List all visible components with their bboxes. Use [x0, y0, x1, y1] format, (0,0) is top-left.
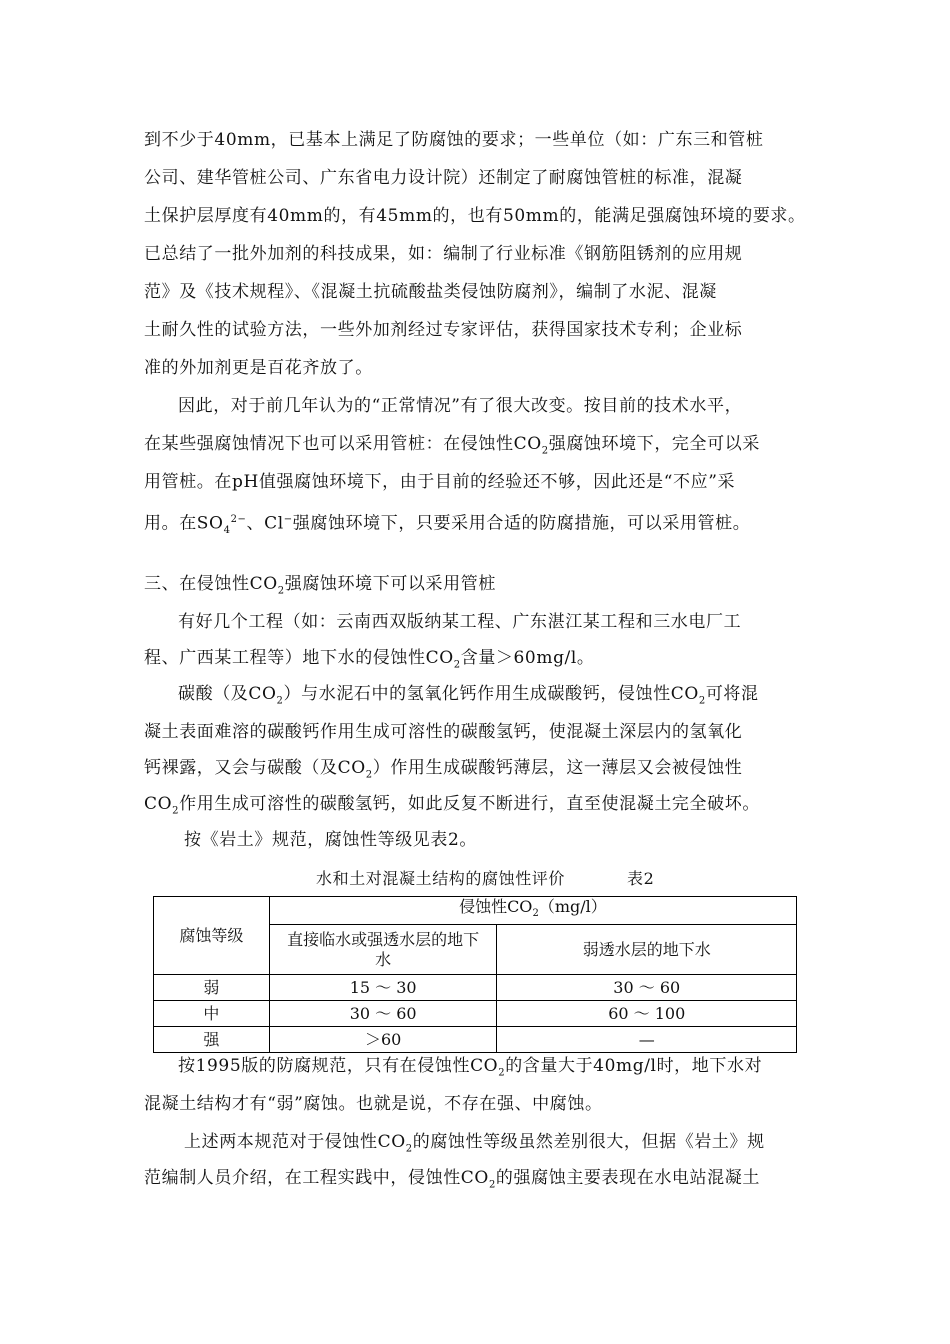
table-cell: 60 ～ 100: [497, 1001, 797, 1027]
body-line: 公司、建华管桩公司、广东省电力设计院）还制定了耐腐蚀管桩的标准，混凝: [144, 168, 743, 188]
header-weak-permeable: 弱透水层的地下水: [497, 925, 797, 975]
body-line: 土耐久性的试验方法，一些外加剂经过专家评估，获得国家技术专利；企业标: [144, 320, 743, 340]
body-line: $CO_2$作用生成可溶性的碳酸氢钙，如此反复不断进行，直至使混凝土完全破坏。: [144, 794, 760, 817]
body-line: 到不少于40mm，已基本上满足了防腐蚀的要求；一些单位（如：广东三和管桩: [144, 130, 764, 150]
body-line: 准的外加剂更是百花齐放了。: [144, 358, 373, 378]
table-caption: [316, 866, 654, 889]
body-line: 碳酸（及$CO_2$）与水泥石中的氢氧化钙作用生成碳酸钙，侵蚀性$CO_2$可将混: [178, 684, 759, 707]
body-line: 凝土表面难溶的碳酸钙作用生成可溶性的碳酸氢钙，使混凝土深层内的氢氧化: [144, 722, 743, 742]
table-row: [154, 1027, 797, 1053]
table-cell: 30 ～ 60: [269, 1001, 497, 1027]
body-line: 已总结了一批外加剂的科技成果，如：编制了行业标准《钢筋阻锈剂的应用规: [144, 244, 743, 264]
table-cell: 强: [154, 1027, 270, 1053]
header-strong-permeable: 直接临水或强透水层的地下水: [269, 925, 497, 975]
body-line: 有好几个工程（如：云南西双版纳某工程、广东湛江某工程和三水电厂工: [178, 612, 742, 632]
body-line: 在某些强腐蚀情况下也可以采用管桩：在侵蚀性$CO_2$强腐蚀环境下，完全可以采: [144, 434, 760, 457]
body-line: 范编制人员介绍，在工程实践中，侵蚀性$CO_2$的强腐蚀主要表现在水电站混凝土: [144, 1168, 760, 1191]
header-grade: 腐蚀等级: [154, 897, 270, 975]
section-heading: 三、在侵蚀性$CO_2$强腐蚀环境下可以采用管桩: [144, 574, 496, 597]
table-cell: 弱: [154, 975, 270, 1001]
body-line: 按1995版的防腐规范，只有在侵蚀性$CO_2$的含量大于40mg/l时，地下水对: [178, 1056, 763, 1079]
body-line: 土保护层厚度有40mm的，有45mm的，也有50mm的，能满足强腐蚀环境的要求。: [144, 206, 806, 226]
body-line: 用。在$SO_4^{2-}$、Cl−强腐蚀环境下，只要采用合适的防腐措施，可以采用管桩。: [144, 513, 751, 537]
table-row: [154, 1001, 797, 1027]
body-line: 范》及《技术规程》、《混凝土抗硫酸盐类侵蚀防腐剂》，编制了水泥、混凝: [144, 282, 717, 302]
table-row: [154, 975, 797, 1001]
table-title: 水和土对混凝土结构的腐蚀性评价: [316, 869, 566, 888]
body-line: 按《岩土》规范，腐蚀性等级见表2。: [184, 830, 478, 850]
table-cell: 30 ～ 60: [497, 975, 797, 1001]
header-co2-group: 侵蚀性$CO_2(mg/l)$: [269, 897, 796, 925]
body-line: 钙裸露，又会与碳酸（及$CO_2$）作用生成碳酸钙薄层，这一薄层又会被侵蚀性: [144, 758, 743, 781]
table-cell: —: [497, 1027, 797, 1053]
table-cell: ＞60: [269, 1027, 497, 1053]
body-line: 程、广西某工程等）地下水的侵蚀性$CO_2$含量＞60mg/l。: [144, 648, 595, 671]
table-cell: 中: [154, 1001, 270, 1027]
body-line: 混凝土结构才有“弱”腐蚀。也就是说，不存在强、中腐蚀。: [144, 1094, 603, 1114]
table-cell: 15 ～ 30: [269, 975, 497, 1001]
body-line: 用管桩。在pH值强腐蚀环境下，由于目前的经验还不够，因此还是“不应”采: [144, 472, 736, 492]
table-number: 表2: [627, 869, 655, 888]
body-line: 因此，对于前几年认为的“正常情况”有了很大改变。按目前的技术水平，: [178, 396, 743, 416]
corrosion-table: [153, 896, 797, 1053]
body-line: 上述两本规范对于侵蚀性$CO_2$的腐蚀性等级虽然差别很大，但据《岩土》规: [184, 1132, 765, 1155]
